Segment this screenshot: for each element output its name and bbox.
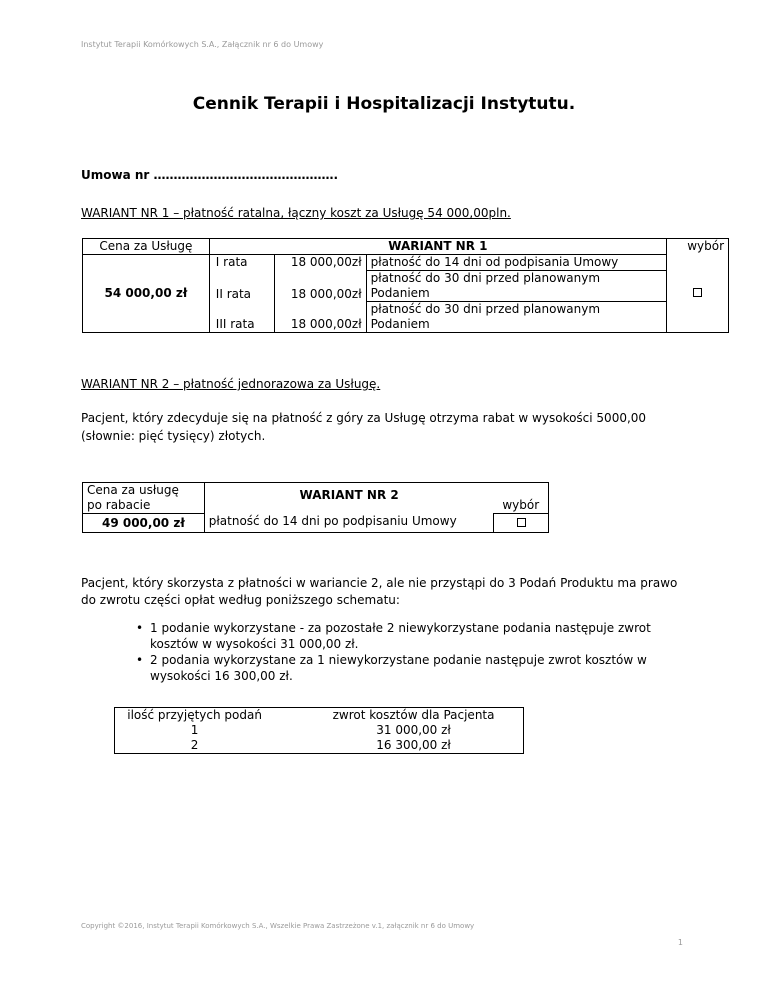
page-title: Cennik Terapii i Hospitalizacji Instytutu. [192,94,576,114]
variant2-checkbox[interactable] [517,518,526,527]
refund-count: 2 [115,738,275,754]
variant2-price: 49 000,00 zł [83,514,205,533]
variant1-rate: I rata [209,255,274,271]
variant1-rate: II rata [215,286,252,301]
variant1-amount: 18 000,00zł [274,271,366,302]
variant1-table [82,238,729,333]
page-number: 1 [677,938,683,947]
variant1-amount: 18 000,00zł [274,302,366,333]
variant1-price: 54 000,00 zł [83,255,210,333]
refund-col-count: ilość przyjętych podań [115,708,275,724]
variant1-desc: płatność do 14 dni od podpisania Umowy [366,255,666,271]
variant2-table [82,482,549,533]
list-item: • 2 podania wykorzystane za 1 niewykorzystane podanie następuje zwrot kosztów w wysokości 16 300,00 zł. [136,653,647,683]
refund-paragraph: Pacjent, który skorzysta z płatności w wariancie 2, ale nie przystąpi do 3 Podań Produktu ma prawo do zwrotu części opłat według poniższego schematu: [81,576,678,607]
list-item: • 1 podanie wykorzystane - za pozostałe 2 niewykorzystane podania następuje zwrot kosztów w wysokości 31 000,00 zł. [136,621,651,651]
contract-number-line: Umowa nr ………………………………………. [81,168,339,182]
variant2-paragraph: Pacjent, który zdecyduje się na płatność z góry za Usługę otrzyma rabat w wysokości 5000,00 (słownie: pięć tysięcy) złotych. [81,411,647,443]
variant1-col-choice: wybór [667,239,729,255]
variant2-col-price: Cena za usługę po rabacie [83,483,205,514]
variant1-choice-cell [667,255,729,333]
variant2-heading: WARIANT NR 2 – płatność jednorazowa za Usługę. [81,377,381,391]
refund-col-amount: zwrot kosztów dla Pacjenta [304,708,523,724]
variant1-amount: 18 000,00zł [274,255,366,271]
page-header: Instytut Terapii Komórkowych S.A., Załącznik nr 6 do Umowy [81,40,324,49]
variant1-col-price: Cena za Usługę [83,239,210,255]
variant2-desc: płatność do 14 dni po podpisaniu Umowy [204,514,493,533]
variant1-desc: płatność do 30 dni przed planowanym Podaniem [366,271,666,302]
variant1-col-variant: WARIANT NR 1 [209,239,666,255]
variant2-choice-cell [494,514,549,533]
variant1-desc: płatność do 30 dni przed planowanym Podaniem [366,302,666,333]
variant2-col-choice: wybór [494,483,549,514]
page-footer: Copyright ©2016, Instytut Terapii Komórkowych S.A., Wszelkie Prawa Zastrzeżone v.1, załącznik nr 6 do Umowy [81,922,475,930]
refund-amount: 16 300,00 zł [304,738,523,754]
variant2-col-variant: WARIANT NR 2 [204,483,493,514]
refund-bullet-list [130,620,675,684]
variant1-rate: III rata [209,302,274,333]
refund-amount: 31 000,00 zł [304,723,523,738]
variant1-checkbox[interactable] [693,288,702,297]
refund-count: 1 [115,723,275,738]
refund-table [114,707,524,754]
variant1-heading: WARIANT NR 1 – płatność ratalna, łączny koszt za Usługę 54 000,00pln. [81,206,511,220]
